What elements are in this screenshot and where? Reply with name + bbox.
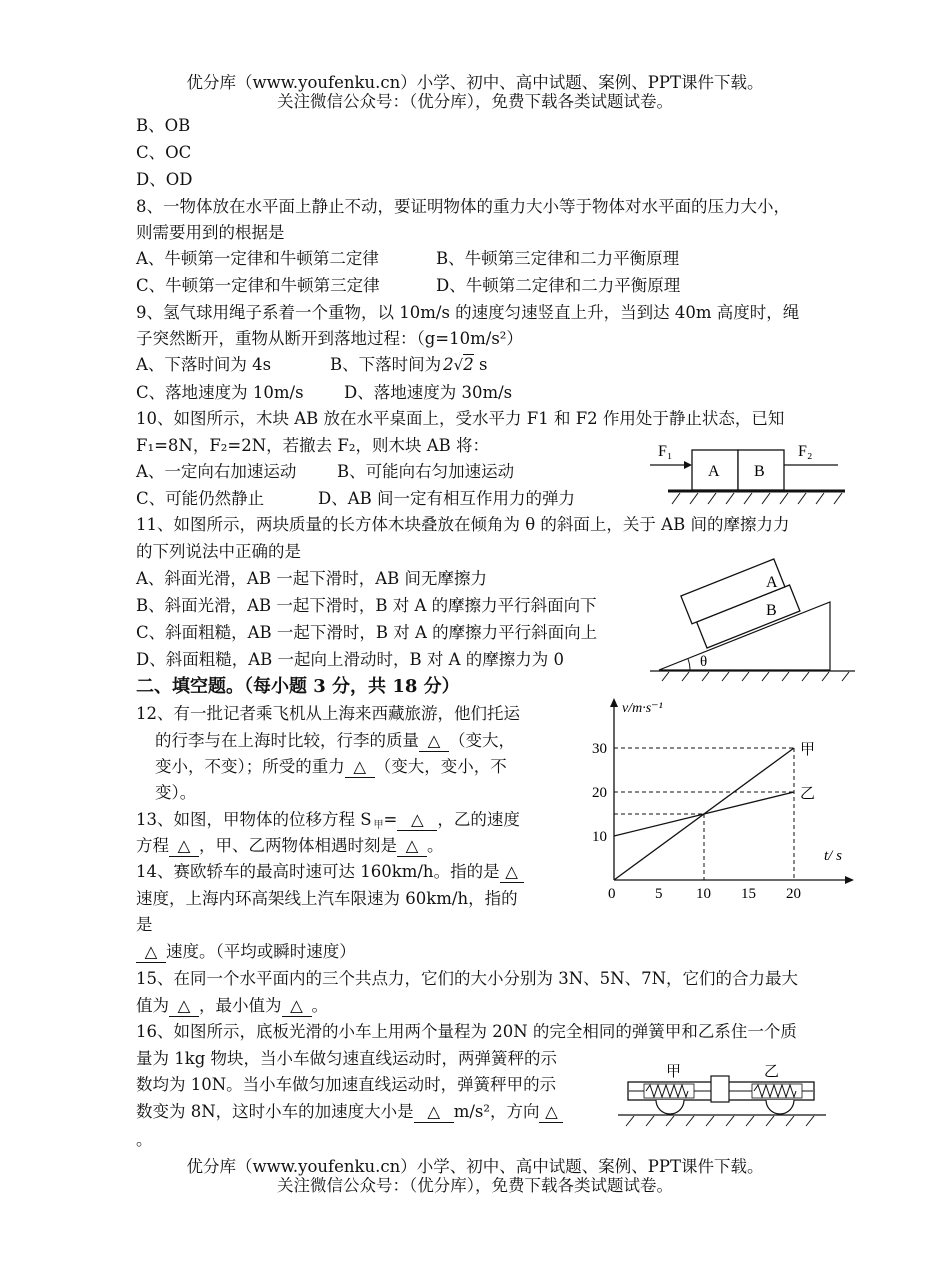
q10-option-c: C、可能仍然静止	[136, 489, 265, 508]
q9-sqrt-radicand: 2	[463, 355, 474, 374]
q16-mass-block	[711, 1076, 729, 1102]
q16-line-4-text: 数变为 8N，这时小车的加速度大小是	[136, 1102, 414, 1121]
y-tick-label: 10	[592, 829, 607, 845]
q14-line-4	[136, 942, 356, 963]
q10-option-b: B、可能向右匀加速运动	[337, 462, 515, 481]
q11-option-b: B、斜面光滑，AB 一起下滑时，B 对 A 的摩擦力平行斜面向下	[136, 596, 597, 615]
q12-line-1: 12、有一批记者乘飞机从上海来西藏旅游，他们托运	[136, 704, 520, 723]
q13-line-2-tail: 。	[427, 836, 444, 855]
q11-option-c: C、斜面粗糙，AB 一起下滑时，B 对 A 的摩擦力平行斜面向上	[136, 623, 598, 642]
q10-fig-block-a-label: A	[708, 463, 720, 480]
q14-line-1-text: 14、赛欧轿车的最高时速可达 160km/h。指的是	[136, 862, 500, 881]
q10-option-d: D、AB 间一定有相互作用力的弹力	[318, 489, 576, 508]
q12-line-3-tail: （变大，变小，不	[374, 757, 507, 776]
q16-line-4	[136, 1102, 563, 1123]
q9-option-a: A、下落时间为 4s	[136, 355, 272, 374]
y-tick-label: 20	[592, 785, 607, 801]
q11-option-a: A、斜面光滑，AB 一起下滑时，AB 间无摩擦力	[136, 569, 487, 588]
q16-fig-spring-a-label: 甲	[666, 1064, 682, 1080]
q7-option-b: B、OB	[136, 116, 191, 135]
q8-stem-2: 则需要用到的根据是	[136, 223, 285, 242]
q11-fig-angle-label: θ	[700, 654, 708, 670]
q12-blank-2[interactable]: △	[345, 757, 375, 778]
q16-line-4-mid: m/s²，方向	[453, 1102, 540, 1121]
q12-line-2	[155, 731, 515, 752]
section-2-title: 二、填空题。（每小题 3 分，共 18 分）	[136, 676, 460, 697]
q8-option-a: A、牛顿第一定律和牛顿第二定律	[136, 249, 379, 268]
q13-blank-3[interactable]: △	[397, 836, 427, 857]
q10-fig-f2-label: F₂	[798, 443, 813, 460]
q16-line-3: 数均为 10N。当小车做匀加速直线运动时，弹簧秤甲的示	[136, 1075, 557, 1094]
header-line-2: 关注微信公众号：（优分库），免费下载各类试题试卷。	[277, 92, 673, 111]
x-axis-label: t/ s	[824, 848, 842, 864]
x-axis-arrow	[845, 876, 854, 884]
q16-blank-1[interactable]: △	[414, 1102, 454, 1123]
q11-fig-block-b-label: B	[766, 602, 777, 619]
q10-fig-block-b-label: B	[754, 463, 765, 480]
q11-fig-block-a-label: A	[766, 574, 778, 591]
x-tick-label: 15	[741, 886, 756, 902]
q14-line-3: 是	[136, 915, 153, 934]
q15-blank-1[interactable]: △	[169, 996, 199, 1017]
q8-stem-1: 8、一物体放在水平面上静止不动，要证明物体的重力大小等于物体对水平面的压力大小，	[136, 197, 790, 216]
x-tick-label: 0	[608, 886, 616, 902]
q14-blank-1[interactable]: △	[500, 862, 524, 883]
q13-blank-2[interactable]: △	[169, 836, 199, 857]
q11-figure	[645, 560, 860, 685]
q9-option-d: D、落地速度为 30m/s	[344, 383, 513, 402]
q13-line-1	[136, 810, 520, 836]
q13-line-1-tail: ，乙的速度	[437, 810, 520, 829]
q13-line-2	[136, 836, 444, 857]
q11-stem-1: 11、如图所示，两块质量的长方体木块叠放在倾角为 θ 的斜面上，关于 AB 间的摩擦力力	[136, 515, 790, 534]
q13-line-1-text: 13、如图，甲物体的位移方程 S	[136, 810, 372, 829]
q9-sqrt-sign: √	[453, 356, 464, 374]
q10-stem-2: F₁=8N，F₂=2N，若撤去 F₂，则木块 AB 将：	[136, 436, 489, 455]
q13-line-2-mid: ，甲、乙两物体相遇时刻是	[199, 836, 397, 855]
q12-blank-1[interactable]: △	[419, 731, 449, 752]
q12-line-2-tail: （变大，	[449, 731, 515, 750]
q15-line-2	[136, 996, 328, 1017]
q9-option-b-label: B、下落时间为	[330, 355, 442, 374]
header-line-1: 优分库（www.youfenku.cn）小学、初中、高中试题、案例、PPT课件下载。	[186, 73, 764, 92]
q16-line-5: 。	[136, 1130, 153, 1149]
series-label-yi: 乙	[800, 786, 816, 802]
q8-option-c: C、牛顿第一定律和牛顿第三定律	[136, 276, 380, 295]
q11-stem-2: 的下列说法中正确的是	[136, 542, 301, 561]
footer-line-2: 关注微信公众号：（优分库），免费下载各类试题试卷。	[277, 1176, 673, 1195]
q14-line-1	[136, 862, 524, 883]
q16-line-1: 16、如图所示，底板光滑的小车上用两个量程为 20N 的完全相同的弹簧甲和乙系住一个质	[136, 1022, 797, 1041]
q14-blank-2[interactable]: △	[136, 942, 166, 963]
x-tick-label: 20	[786, 886, 801, 902]
q8-option-d: D、牛顿第二定律和二力平衡原理	[436, 276, 681, 295]
x-tick-label: 10	[696, 886, 711, 902]
q12-line-3	[155, 757, 507, 778]
vt-chart	[590, 690, 860, 910]
q13-line-2-text: 方程	[136, 836, 169, 855]
y-axis-arrow	[610, 698, 618, 707]
q12-line-2-text: 的行李与在上海时比较，行李的质量	[155, 731, 419, 750]
q15-line-2-text: 值为	[136, 996, 169, 1015]
q16-line-2: 量为 1kg 物块，当小车做匀速直线运动时，两弹簧秤的示	[136, 1049, 558, 1068]
q15-blank-2[interactable]: △	[282, 996, 312, 1017]
q10-fig-f1-label: F₁	[658, 443, 673, 460]
q10-stem-1: 10、如图所示，木块 AB 放在水平桌面上，受水平力 F1 和 F2 作用处于静止状态，已知	[136, 409, 785, 428]
q9-stem-1: 9、氢气球用绳子系着一个重物，以 10m/s 的速度匀速竖直上升，当到达 40m 高度时，绳	[136, 303, 800, 322]
y-tick-label: 30	[592, 741, 607, 757]
q15-line-2-mid: ，最小值为	[199, 996, 282, 1015]
q8-option-b: B、牛顿第三定律和二力平衡原理	[436, 249, 680, 268]
q16-blank-2[interactable]: △	[539, 1102, 563, 1123]
q13-equals: =	[383, 810, 398, 829]
q12-line-3-text: 变小，不变）；所受的重力	[155, 757, 345, 776]
q13-blank-1[interactable]: △	[397, 810, 437, 831]
q14-line-2: 速度，上海内环高架线上汽车限速为 60km/h，指的	[136, 889, 518, 908]
q9-option-b	[330, 355, 487, 375]
q16-fig-spring-b-label: 乙	[764, 1064, 780, 1080]
series-label-jia: 甲	[800, 742, 816, 758]
q12-line-4: 变）。	[155, 783, 197, 802]
q9-option-c: C、落地速度为 10m/s	[136, 383, 304, 402]
q10-figure	[640, 436, 850, 516]
q7-option-d: D、OD	[136, 170, 193, 189]
q9-sqrt-coef: 2	[443, 355, 454, 374]
q13-subscript: 甲	[373, 820, 384, 831]
y-axis-label: v/m·s⁻¹	[622, 701, 663, 716]
q15-line-2-tail: 。	[311, 996, 328, 1015]
q9-stem-2: 子突然断开，重物从断开到落地过程：（g=10m/s²）	[136, 329, 523, 348]
q9-option-b-unit: s	[478, 355, 488, 374]
q16-figure	[616, 1058, 831, 1130]
x-tick-label: 5	[655, 886, 663, 902]
q11-option-d: D、斜面粗糙，AB 一起向上滑动时，B 对 A 的摩擦力为 0	[136, 650, 565, 669]
q14-line-4-text: 速度。（平均或瞬时速度）	[166, 942, 356, 961]
footer-line-1: 优分库（www.youfenku.cn）小学、初中、高中试题、案例、PPT课件下载。	[186, 1157, 764, 1176]
q7-option-c: C、OC	[136, 143, 192, 162]
q10-option-a: A、一定向右加速运动	[136, 462, 297, 481]
q15-line-1: 15、在同一个水平面内的三个共点力，它们的大小分别为 3N、5N、7N，它们的合力最大	[136, 969, 799, 988]
